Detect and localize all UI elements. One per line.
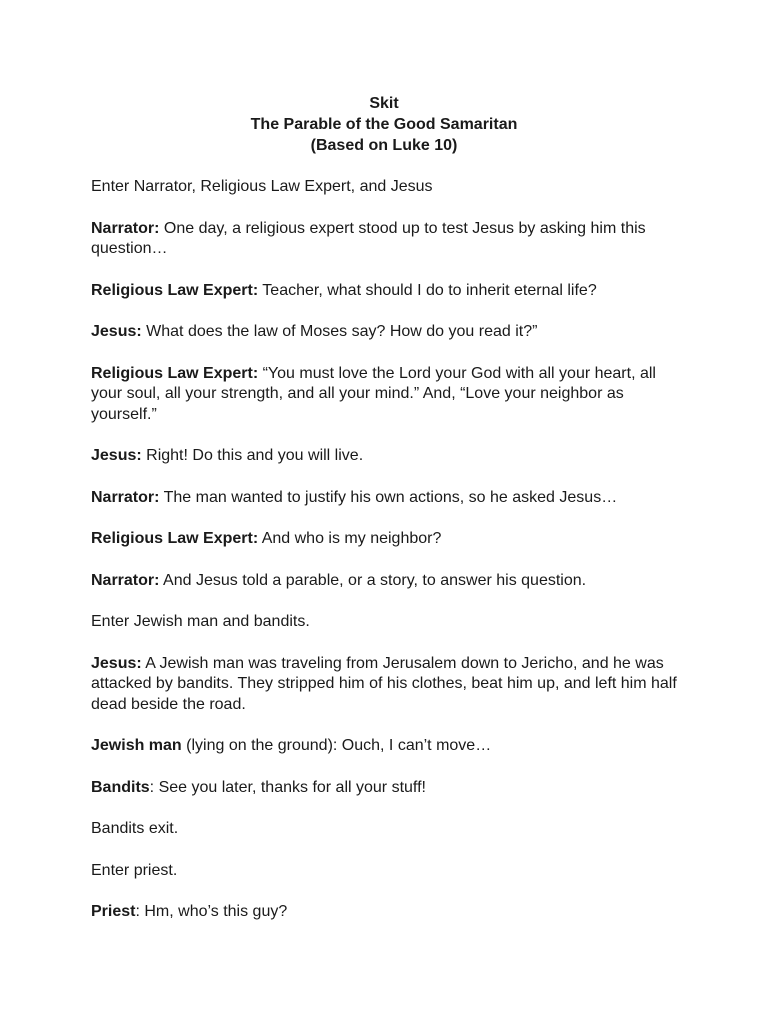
dialogue-line — [91, 902, 681, 923]
title-subtitle: (Based on Luke 10) — [310, 137, 458, 154]
dialogue-text: And who is my neighbor? — [258, 530, 442, 547]
speaker-label: Jesus: — [91, 323, 142, 340]
title-block — [0, 93, 768, 156]
dialogue-line — [91, 736, 681, 757]
dialogue-line — [91, 571, 681, 592]
speaker-label: Priest — [91, 903, 136, 920]
dialogue-text: Teacher, what should I do to inherit eternal life? — [258, 281, 597, 299]
dialogue-text: (lying on the ground): Ouch, I can’t move… — [181, 737, 492, 754]
dialogue-line — [91, 778, 681, 799]
speaker-label: Jewish man — [91, 737, 182, 754]
dialogue-text: A Jewish man was traveling from Jerusalem down to Jericho, and he was attacked by bandits. They stripped him of his clothes, beat him up, and left him half dead beside the road. — [91, 654, 677, 713]
dialogue-line — [91, 219, 681, 260]
stage-direction — [91, 861, 681, 882]
dialogue-text: One day, a religious expert stood up to test Jesus by asking him this question… — [91, 219, 646, 257]
stage-direction — [91, 612, 681, 633]
script-body — [91, 177, 681, 944]
stage-direction-text: Enter Jewish man and bandits. — [91, 613, 310, 630]
stage-direction — [91, 819, 681, 840]
speaker-label: Narrator: — [91, 219, 160, 237]
speaker-label: Religious Law Expert: — [91, 530, 259, 547]
dialogue-text: : Hm, who’s this guy? — [135, 903, 288, 920]
speaker-label: Narrator: — [91, 488, 160, 506]
dialogue-text: Right! Do this and you will live. — [141, 447, 364, 464]
dialogue-line — [91, 446, 681, 467]
speaker-label: Religious Law Expert: — [91, 281, 259, 299]
dialogue-line — [91, 654, 681, 716]
dialogue-text: : See you later, thanks for all your stuff! — [149, 778, 426, 796]
speaker-label: Jesus: — [91, 447, 142, 464]
dialogue-text: The man wanted to justify his own actions, so he asked Jesus… — [159, 488, 618, 506]
speaker-label: Religious Law Expert: — [91, 364, 259, 382]
dialogue-line — [91, 281, 681, 302]
title-main: The Parable of the Good Samaritan — [250, 116, 518, 133]
dialogue-text: “You must love the Lord your God with all your heart, all your soul, all your strength, and all your mind.” And, “Love your neighbor as yourself.” — [91, 364, 656, 423]
title-skit: Skit — [369, 95, 399, 112]
dialogue-text: And Jesus told a parable, or a story, to answer his question. — [159, 571, 587, 589]
dialogue-line — [91, 322, 681, 343]
stage-direction-text: Enter Narrator, Religious Law Expert, and Jesus — [91, 178, 433, 195]
dialogue-line — [91, 529, 681, 550]
stage-direction — [91, 177, 681, 198]
dialogue-text: What does the law of Moses say? How do you read it?” — [141, 323, 538, 340]
speaker-label: Bandits — [91, 778, 150, 796]
dialogue-line — [91, 364, 681, 426]
dialogue-line — [91, 488, 681, 509]
speaker-label: Narrator: — [91, 571, 160, 589]
stage-direction-text: Bandits exit. — [91, 820, 179, 837]
speaker-label: Jesus: — [91, 654, 142, 672]
stage-direction-text: Enter priest. — [91, 861, 178, 879]
